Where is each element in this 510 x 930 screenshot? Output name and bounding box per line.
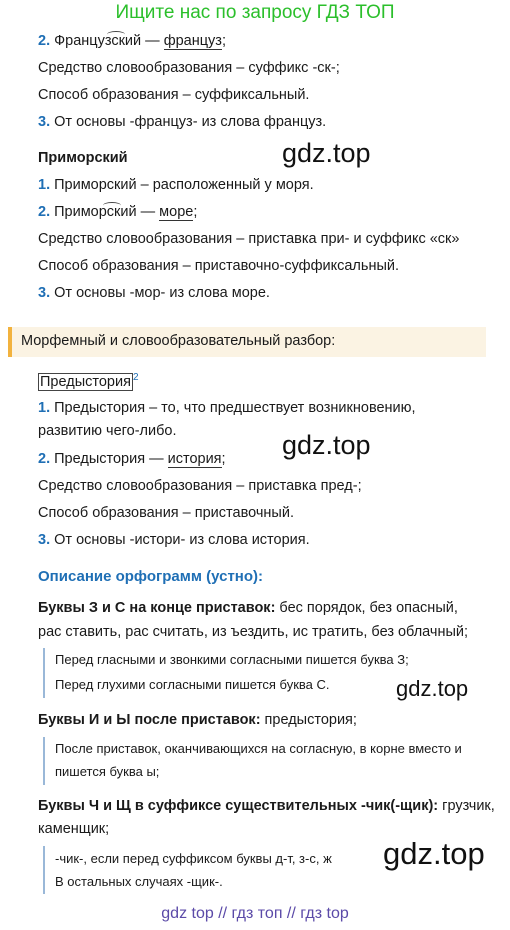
rule-examples: бес порядок, без опасный,: [275, 600, 458, 616]
rule-title: Буквы Ч и Щ в суффиксе существительных -чик(-щик):: [38, 798, 439, 814]
dash: —: [141, 33, 164, 49]
line-text: Предыстория – то, что предшествует возникновению,: [54, 400, 416, 416]
line-text: Приморский – расположенный у моря.: [54, 177, 314, 193]
block2-line1: [38, 177, 314, 193]
line-end: ;: [221, 451, 226, 467]
rule2-note: [43, 737, 485, 785]
rule1-line1: [38, 600, 458, 616]
block1-line3: Средство словообразования – суффикс -ск-;: [38, 60, 340, 76]
note-line: После приставок, оканчивающихся на согласную, в корне вместо и: [55, 741, 462, 756]
rule-examples: грузчик,: [438, 798, 495, 814]
line-text: От основы -француз- из слова француз.: [54, 114, 327, 130]
item-number: 1.: [38, 177, 51, 193]
block2-line5: [38, 285, 270, 301]
dash: —: [136, 204, 160, 220]
block3-line5: [38, 532, 310, 548]
footer-links: gdz top // гдз топ // гдз top: [161, 905, 349, 922]
rule-title: Буквы И и Ы после приставок:: [38, 712, 261, 728]
item-number: 3.: [38, 532, 51, 548]
line-text: От основы -мор- из слова море.: [54, 285, 270, 301]
block1-line4: Способ образования – суффиксальный.: [38, 87, 310, 103]
morpheme-word: Французский: [54, 33, 142, 49]
word-title-primorsky: Приморский: [38, 150, 128, 166]
base-word: история: [167, 451, 222, 467]
morpheme-word: Предыстория: [54, 451, 146, 467]
superscript: 2: [132, 372, 139, 383]
line-end: ;: [193, 204, 198, 220]
watermark-text: gdz.top: [383, 836, 485, 871]
rule3-line2: каменщик;: [38, 821, 110, 837]
suffix-arc-mark: [103, 202, 121, 209]
rule2-line1: [38, 712, 357, 728]
item-number: 2.: [38, 204, 51, 220]
note-line: пишется буква ы;: [55, 764, 160, 779]
watermark-text: gdz.top: [282, 138, 371, 168]
base-word: море: [159, 204, 194, 220]
block3-line4: Способ образования – приставочный.: [38, 505, 294, 521]
line-text: От основы -истори- из слова история.: [54, 532, 310, 548]
morpheme-word-predystoria: [38, 372, 139, 390]
rule1-line2: рас ставить, рас считать, из ъездить, ис тратить, без облачный;: [38, 624, 469, 640]
item-number: 1.: [38, 400, 51, 416]
watermark-text: gdz.top: [396, 676, 469, 701]
line-end: ;: [221, 33, 226, 49]
orthography-title: Описание орфограмм (устно):: [38, 568, 263, 585]
note-line: В остальных случаях -щик-.: [55, 874, 223, 889]
rule-title: Буквы З и С на конце приставок:: [38, 600, 276, 616]
block1-line5: [38, 114, 326, 130]
item-number: 3.: [38, 285, 51, 301]
suffix-arc-mark: [107, 31, 125, 38]
block3-line2: [38, 451, 226, 467]
block2-line4: Способ образования – приставочно-суффиксальный.: [38, 258, 400, 274]
note-line: Перед глухими согласными пишется буква С.: [55, 677, 330, 692]
item-number: 3.: [38, 114, 51, 130]
watermark-text: gdz.top: [282, 430, 371, 460]
rule3-line1: [38, 798, 495, 814]
promo-header: Ищите нас по запросу ГДЗ ТОП: [115, 2, 395, 23]
banner-text: Морфемный и словообразовательный разбор:: [21, 333, 336, 349]
morpheme-word: Приморский: [54, 204, 137, 220]
morpheme-word: Предыстория: [40, 373, 131, 390]
block3-line1: [38, 400, 416, 416]
base-word: француз: [163, 33, 222, 49]
block3-line1b: развитию чего-либо.: [38, 423, 177, 439]
rule-examples: предыстория;: [260, 712, 357, 728]
block2-line3: Средство словообразования – приставка при- и суффикс «ск»: [38, 231, 460, 247]
note-line: Перед гласными и звонкими согласными пишется буква З;: [55, 652, 409, 667]
block3-line3: Средство словообразования – приставка пред-;: [38, 478, 362, 494]
item-number: 2.: [38, 451, 51, 467]
dash: —: [145, 451, 168, 467]
block1-line2: [38, 33, 226, 49]
section-banner: [8, 327, 486, 357]
item-number: 2.: [38, 33, 51, 49]
note-line: -чик-, если перед суффиксом буквы д-т, з-с, ж: [55, 851, 332, 866]
